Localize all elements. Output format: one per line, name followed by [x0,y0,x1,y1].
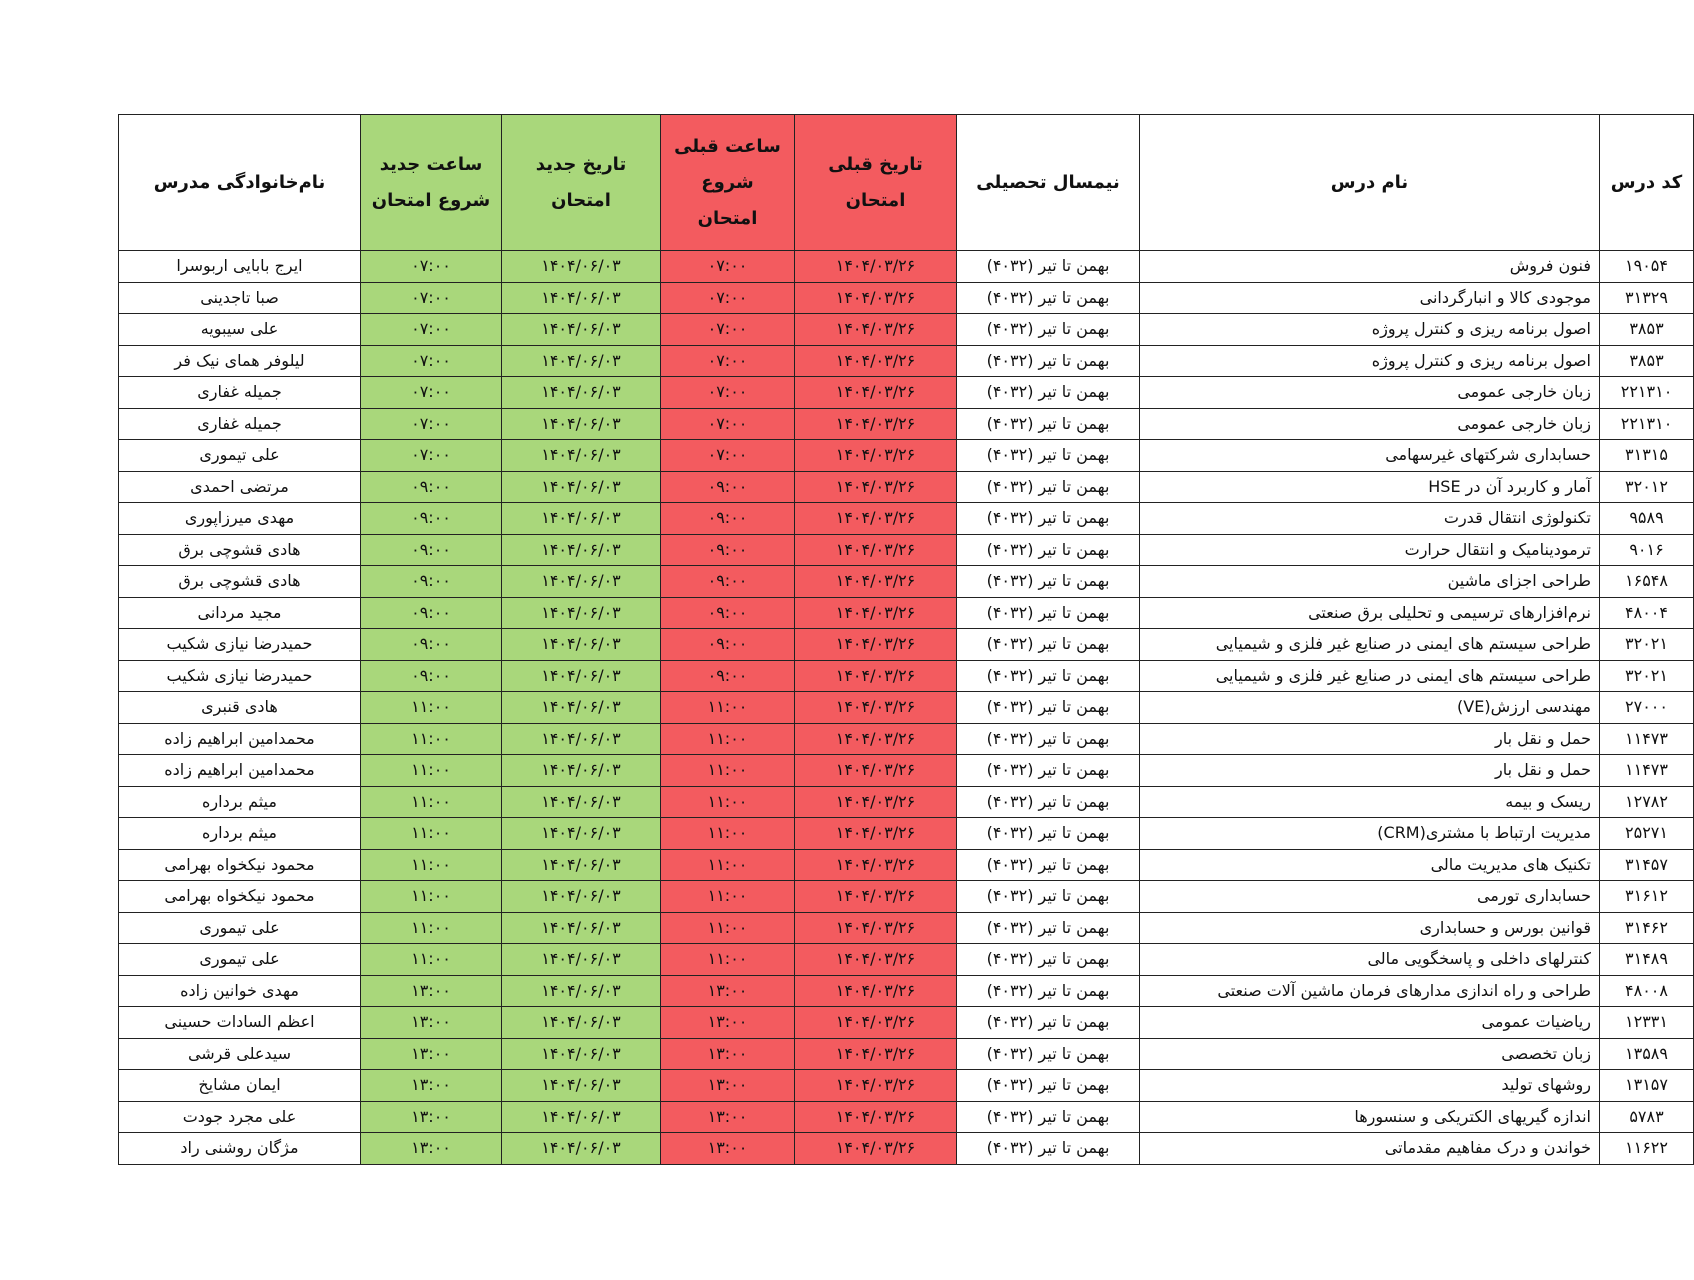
new-time-cell: ۱۱:۰۰ [361,818,502,850]
old-time-cell: ۰۹:۰۰ [661,471,795,503]
teacher-cell: محمدامین ابراهیم زاده [119,723,361,755]
teacher-cell: جمیله غفاری [119,377,361,409]
teacher-cell: مهدی خوانین زاده [119,975,361,1007]
new-date-cell: ۱۴۰۴/۰۶/۰۳ [502,408,661,440]
new-time-cell: ۱۱:۰۰ [361,692,502,724]
new-time-cell: ۱۱:۰۰ [361,944,502,976]
course-code-cell: ۱۳۱۵۷ [1600,1070,1694,1102]
term-cell: بهمن تا تیر (۴۰۳۲) [957,786,1140,818]
term-cell: بهمن تا تیر (۴۰۳۲) [957,251,1140,283]
teacher-cell: محمدامین ابراهیم زاده [119,755,361,787]
old-time-cell: ۰۹:۰۰ [661,629,795,661]
old-time-cell: ۱۱:۰۰ [661,912,795,944]
table-row [119,629,1694,661]
old-date-cell: ۱۴۰۴/۰۳/۲۶ [795,1038,957,1070]
term-cell: بهمن تا تیر (۴۰۳۲) [957,975,1140,1007]
teacher-cell: علی تیموری [119,912,361,944]
old-date-cell: ۱۴۰۴/۰۳/۲۶ [795,440,957,472]
course-code-cell: ۳۸۵۳ [1600,314,1694,346]
teacher-cell: مرتضی احمدی [119,471,361,503]
new-time-cell: ۱۱:۰۰ [361,723,502,755]
old-time-cell: ۱۳:۰۰ [661,1007,795,1039]
course-name-cell: ترمودینامیک و انتقال حرارت [1140,534,1600,566]
new-time-cell: ۱۱:۰۰ [361,881,502,913]
new-time-cell: ۰۷:۰۰ [361,408,502,440]
teacher-cell: ایمان مشایخ [119,1070,361,1102]
old-time-cell: ۰۷:۰۰ [661,408,795,440]
old-time-cell: ۰۹:۰۰ [661,503,795,535]
table-row [119,912,1694,944]
course-code-cell: ۹۵۸۹ [1600,503,1694,535]
old-time-cell: ۰۷:۰۰ [661,282,795,314]
old-date-cell: ۱۴۰۴/۰۳/۲۶ [795,1070,957,1102]
old-date-cell: ۱۴۰۴/۰۳/۲۶ [795,881,957,913]
old-date-cell: ۱۴۰۴/۰۳/۲۶ [795,975,957,1007]
old-time-cell: ۰۷:۰۰ [661,377,795,409]
term-cell: بهمن تا تیر (۴۰۳۲) [957,1133,1140,1165]
header-new-time: ساعت جدید شروع امتحان [361,115,502,251]
new-date-cell: ۱۴۰۴/۰۶/۰۳ [502,849,661,881]
term-cell: بهمن تا تیر (۴۰۳۲) [957,503,1140,535]
course-name-cell: قوانین بورس و حسابداری [1140,912,1600,944]
new-date-cell: ۱۴۰۴/۰۶/۰۳ [502,818,661,850]
course-code-cell: ۳۸۵۳ [1600,345,1694,377]
old-time-cell: ۱۱:۰۰ [661,881,795,913]
teacher-cell: مهدی میرزاپوری [119,503,361,535]
course-name-cell: زبان خارجی عمومی [1140,408,1600,440]
term-cell: بهمن تا تیر (۴۰۳۲) [957,818,1140,850]
teacher-cell: میثم برداره [119,818,361,850]
old-date-cell: ۱۴۰۴/۰۳/۲۶ [795,566,957,598]
old-date-cell: ۱۴۰۴/۰۳/۲۶ [795,377,957,409]
old-time-cell: ۱۱:۰۰ [661,786,795,818]
new-date-cell: ۱۴۰۴/۰۶/۰۳ [502,786,661,818]
table-row [119,314,1694,346]
teacher-cell: محمود نیکخواه بهرامی [119,849,361,881]
old-time-cell: ۱۳:۰۰ [661,1070,795,1102]
old-date-cell: ۱۴۰۴/۰۳/۲۶ [795,818,957,850]
teacher-cell: جمیله غفاری [119,408,361,440]
course-name-cell: روشهای تولید [1140,1070,1600,1102]
course-name-cell: ریاضیات عمومی [1140,1007,1600,1039]
table-row [119,692,1694,724]
new-time-cell: ۰۷:۰۰ [361,440,502,472]
course-code-cell: ۱۲۳۳۱ [1600,1007,1694,1039]
term-cell: بهمن تا تیر (۴۰۳۲) [957,408,1140,440]
course-code-cell: ۱۶۵۴۸ [1600,566,1694,598]
table-row [119,282,1694,314]
table-row [119,849,1694,881]
new-date-cell: ۱۴۰۴/۰۶/۰۳ [502,251,661,283]
teacher-cell: مژگان روشنی راد [119,1133,361,1165]
table-row [119,1070,1694,1102]
old-time-cell: ۱۱:۰۰ [661,849,795,881]
exam-schedule-table [118,114,1694,1165]
old-time-cell: ۱۳:۰۰ [661,975,795,1007]
course-code-cell: ۱۲۷۸۲ [1600,786,1694,818]
course-name-cell: حسابداری تورمی [1140,881,1600,913]
course-code-cell: ۳۱۴۵۷ [1600,849,1694,881]
header-row [119,115,1694,251]
teacher-cell: علی تیموری [119,440,361,472]
new-time-cell: ۱۳:۰۰ [361,975,502,1007]
new-date-cell: ۱۴۰۴/۰۶/۰۳ [502,597,661,629]
teacher-cell: محمود نیکخواه بهرامی [119,881,361,913]
new-time-cell: ۱۱:۰۰ [361,786,502,818]
header-old-date: تاریخ قبلی امتحان [795,115,957,251]
teacher-cell: صبا تاجدینی [119,282,361,314]
term-cell: بهمن تا تیر (۴۰۳۲) [957,534,1140,566]
course-code-cell: ۹۰۱۶ [1600,534,1694,566]
term-cell: بهمن تا تیر (۴۰۳۲) [957,755,1140,787]
course-code-cell: ۳۱۳۲۹ [1600,282,1694,314]
table-row [119,471,1694,503]
table-row [119,786,1694,818]
teacher-cell: هادی قنبری [119,692,361,724]
term-cell: بهمن تا تیر (۴۰۳۲) [957,1038,1140,1070]
table-row [119,503,1694,535]
course-name-cell: طراحی اجزای ماشین [1140,566,1600,598]
teacher-cell: سیدعلی قرشی [119,1038,361,1070]
table-row [119,1133,1694,1165]
old-date-cell: ۱۴۰۴/۰۳/۲۶ [795,755,957,787]
old-date-cell: ۱۴۰۴/۰۳/۲۶ [795,692,957,724]
teacher-cell: میثم برداره [119,786,361,818]
term-cell: بهمن تا تیر (۴۰۳۲) [957,723,1140,755]
course-name-cell: زبان تخصصی [1140,1038,1600,1070]
new-date-cell: ۱۴۰۴/۰۶/۰۳ [502,755,661,787]
course-code-cell: ۳۱۶۱۲ [1600,881,1694,913]
header-course-name: نام درس [1140,115,1600,251]
table-row [119,1101,1694,1133]
new-time-cell: ۰۷:۰۰ [361,282,502,314]
old-date-cell: ۱۴۰۴/۰۳/۲۶ [795,912,957,944]
old-time-cell: ۱۳:۰۰ [661,1133,795,1165]
course-code-cell: ۲۲۱۳۱۰ [1600,377,1694,409]
table-row [119,660,1694,692]
new-date-cell: ۱۴۰۴/۰۶/۰۳ [502,566,661,598]
old-date-cell: ۱۴۰۴/۰۳/۲۶ [795,251,957,283]
course-name-cell: تکنولوژی انتقال قدرت [1140,503,1600,535]
table-row [119,818,1694,850]
new-time-cell: ۱۱:۰۰ [361,849,502,881]
old-time-cell: ۱۱:۰۰ [661,692,795,724]
old-time-cell: ۰۷:۰۰ [661,251,795,283]
course-code-cell: ۴۸۰۰۴ [1600,597,1694,629]
new-date-cell: ۱۴۰۴/۰۶/۰۳ [502,534,661,566]
teacher-cell: لیلوفر همای نیک فر [119,345,361,377]
new-date-cell: ۱۴۰۴/۰۶/۰۳ [502,660,661,692]
course-name-cell: حمل و نقل بار [1140,723,1600,755]
old-time-cell: ۰۷:۰۰ [661,345,795,377]
course-name-cell: اصول برنامه ریزی و کنترل پروژه [1140,314,1600,346]
table-row [119,345,1694,377]
new-time-cell: ۱۱:۰۰ [361,912,502,944]
term-cell: بهمن تا تیر (۴۰۳۲) [957,849,1140,881]
course-code-cell: ۳۲۰۲۱ [1600,660,1694,692]
table-row [119,1007,1694,1039]
old-time-cell: ۱۱:۰۰ [661,944,795,976]
new-time-cell: ۱۱:۰۰ [361,755,502,787]
new-date-cell: ۱۴۰۴/۰۶/۰۳ [502,314,661,346]
course-name-cell: تکنیک های مدیریت مالی [1140,849,1600,881]
new-time-cell: ۰۹:۰۰ [361,534,502,566]
course-name-cell: طراحی و راه اندازی مدارهای فرمان ماشین آلات صنعتی [1140,975,1600,1007]
new-date-cell: ۱۴۰۴/۰۶/۰۳ [502,503,661,535]
course-code-cell: ۲۷۰۰۰ [1600,692,1694,724]
table-row [119,723,1694,755]
term-cell: بهمن تا تیر (۴۰۳۲) [957,566,1140,598]
new-time-cell: ۱۳:۰۰ [361,1070,502,1102]
course-name-cell: آمار و کاربرد آن در HSE [1140,471,1600,503]
course-name-cell: فنون فروش [1140,251,1600,283]
old-date-cell: ۱۴۰۴/۰۳/۲۶ [795,849,957,881]
old-time-cell: ۰۹:۰۰ [661,534,795,566]
new-date-cell: ۱۴۰۴/۰۶/۰۳ [502,1038,661,1070]
new-date-cell: ۱۴۰۴/۰۶/۰۳ [502,723,661,755]
term-cell: بهمن تا تیر (۴۰۳۲) [957,314,1140,346]
course-code-cell: ۵۷۸۳ [1600,1101,1694,1133]
table-row [119,566,1694,598]
new-date-cell: ۱۴۰۴/۰۶/۰۳ [502,345,661,377]
new-date-cell: ۱۴۰۴/۰۶/۰۳ [502,881,661,913]
new-date-cell: ۱۴۰۴/۰۶/۰۳ [502,944,661,976]
header-new-date: تاریخ جدید امتحان [502,115,661,251]
old-time-cell: ۱۱:۰۰ [661,818,795,850]
old-date-cell: ۱۴۰۴/۰۳/۲۶ [795,1007,957,1039]
header-teacher: نام‌خانوادگی مدرس [119,115,361,251]
term-cell: بهمن تا تیر (۴۰۳۲) [957,629,1140,661]
teacher-cell: حمیدرضا نیازی شکیب [119,629,361,661]
table-row [119,251,1694,283]
new-time-cell: ۰۹:۰۰ [361,629,502,661]
table-row [119,1038,1694,1070]
term-cell: بهمن تا تیر (۴۰۳۲) [957,1070,1140,1102]
old-date-cell: ۱۴۰۴/۰۳/۲۶ [795,723,957,755]
new-time-cell: ۱۳:۰۰ [361,1038,502,1070]
new-date-cell: ۱۴۰۴/۰۶/۰۳ [502,1101,661,1133]
new-date-cell: ۱۴۰۴/۰۶/۰۳ [502,975,661,1007]
course-name-cell: حمل و نقل بار [1140,755,1600,787]
new-date-cell: ۱۴۰۴/۰۶/۰۳ [502,1070,661,1102]
course-name-cell: نرم‌افزارهای ترسیمی و تحلیلی برق صنعتی [1140,597,1600,629]
teacher-cell: هادی قشوچی برق [119,566,361,598]
old-time-cell: ۰۷:۰۰ [661,314,795,346]
table-row [119,408,1694,440]
course-name-cell: ریسک و بیمه [1140,786,1600,818]
new-date-cell: ۱۴۰۴/۰۶/۰۳ [502,912,661,944]
term-cell: بهمن تا تیر (۴۰۳۲) [957,881,1140,913]
new-time-cell: ۱۳:۰۰ [361,1101,502,1133]
table-row [119,534,1694,566]
course-code-cell: ۱۳۵۸۹ [1600,1038,1694,1070]
course-name-cell: زبان خارجی عمومی [1140,377,1600,409]
course-code-cell: ۱۱۶۲۲ [1600,1133,1694,1165]
new-date-cell: ۱۴۰۴/۰۶/۰۳ [502,440,661,472]
table-row [119,944,1694,976]
table-row [119,881,1694,913]
header-course-code: کد درس [1600,115,1694,251]
course-code-cell: ۳۱۳۱۵ [1600,440,1694,472]
table-row [119,755,1694,787]
term-cell: بهمن تا تیر (۴۰۳۲) [957,282,1140,314]
new-time-cell: ۰۷:۰۰ [361,251,502,283]
header-term: نیمسال تحصیلی [957,115,1140,251]
old-time-cell: ۱۳:۰۰ [661,1101,795,1133]
old-time-cell: ۰۹:۰۰ [661,597,795,629]
course-name-cell: موجودی کالا و انبارگردانی [1140,282,1600,314]
course-code-cell: ۳۲۰۲۱ [1600,629,1694,661]
term-cell: بهمن تا تیر (۴۰۳۲) [957,345,1140,377]
new-time-cell: ۰۷:۰۰ [361,377,502,409]
new-time-cell: ۰۹:۰۰ [361,503,502,535]
new-date-cell: ۱۴۰۴/۰۶/۰۳ [502,1007,661,1039]
term-cell: بهمن تا تیر (۴۰۳۲) [957,377,1140,409]
new-time-cell: ۰۹:۰۰ [361,597,502,629]
teacher-cell: ایرج بابایی اربوسرا [119,251,361,283]
course-name-cell: مدیریت ارتباط با مشتری(CRM) [1140,818,1600,850]
old-date-cell: ۱۴۰۴/۰۳/۲۶ [795,408,957,440]
old-date-cell: ۱۴۰۴/۰۳/۲۶ [795,1133,957,1165]
course-code-cell: ۳۱۴۸۹ [1600,944,1694,976]
table-row [119,975,1694,1007]
teacher-cell: هادی قشوچی برق [119,534,361,566]
old-date-cell: ۱۴۰۴/۰۳/۲۶ [795,944,957,976]
term-cell: بهمن تا تیر (۴۰۳۲) [957,1101,1140,1133]
old-date-cell: ۱۴۰۴/۰۳/۲۶ [795,1101,957,1133]
old-date-cell: ۱۴۰۴/۰۳/۲۶ [795,534,957,566]
table-row [119,377,1694,409]
header-old-time: ساعت قبلی شروع امتحان [661,115,795,251]
new-date-cell: ۱۴۰۴/۰۶/۰۳ [502,282,661,314]
old-time-cell: ۰۷:۰۰ [661,440,795,472]
new-time-cell: ۰۷:۰۰ [361,314,502,346]
old-date-cell: ۱۴۰۴/۰۳/۲۶ [795,471,957,503]
course-name-cell: کنترلهای داخلی و پاسخگویی مالی [1140,944,1600,976]
teacher-cell: علی تیموری [119,944,361,976]
term-cell: بهمن تا تیر (۴۰۳۲) [957,944,1140,976]
table-header [119,115,1694,251]
course-name-cell: خواندن و درک مفاهیم مقدماتی [1140,1133,1600,1165]
term-cell: بهمن تا تیر (۴۰۳۲) [957,692,1140,724]
new-time-cell: ۰۹:۰۰ [361,471,502,503]
course-code-cell: ۳۱۴۶۲ [1600,912,1694,944]
table-row [119,597,1694,629]
course-name-cell: حسابداری شرکتهای غیرسهامی [1140,440,1600,472]
old-time-cell: ۰۹:۰۰ [661,660,795,692]
course-code-cell: ۱۱۴۷۳ [1600,723,1694,755]
old-date-cell: ۱۴۰۴/۰۳/۲۶ [795,597,957,629]
new-time-cell: ۰۹:۰۰ [361,566,502,598]
new-time-cell: ۰۹:۰۰ [361,660,502,692]
new-time-cell: ۱۳:۰۰ [361,1133,502,1165]
term-cell: بهمن تا تیر (۴۰۳۲) [957,660,1140,692]
term-cell: بهمن تا تیر (۴۰۳۲) [957,440,1140,472]
course-code-cell: ۴۸۰۰۸ [1600,975,1694,1007]
term-cell: بهمن تا تیر (۴۰۳۲) [957,912,1140,944]
new-date-cell: ۱۴۰۴/۰۶/۰۳ [502,692,661,724]
course-name-cell: طراحی سیستم های ایمنی در صنایع غیر فلزی و شیمیایی [1140,629,1600,661]
new-time-cell: ۰۷:۰۰ [361,345,502,377]
course-code-cell: ۳۲۰۱۲ [1600,471,1694,503]
course-name-cell: طراحی سیستم های ایمنی در صنایع غیر فلزی و شیمیایی [1140,660,1600,692]
term-cell: بهمن تا تیر (۴۰۳۲) [957,597,1140,629]
old-date-cell: ۱۴۰۴/۰۳/۲۶ [795,503,957,535]
old-time-cell: ۱۱:۰۰ [661,723,795,755]
old-date-cell: ۱۴۰۴/۰۳/۲۶ [795,660,957,692]
course-name-cell: اصول برنامه ریزی و کنترل پروژه [1140,345,1600,377]
table-row [119,440,1694,472]
old-date-cell: ۱۴۰۴/۰۳/۲۶ [795,786,957,818]
teacher-cell: اعظم السادات حسینی [119,1007,361,1039]
old-time-cell: ۰۹:۰۰ [661,566,795,598]
new-date-cell: ۱۴۰۴/۰۶/۰۳ [502,1133,661,1165]
table-body [119,251,1694,1165]
teacher-cell: علی سیبویه [119,314,361,346]
new-date-cell: ۱۴۰۴/۰۶/۰۳ [502,471,661,503]
term-cell: بهمن تا تیر (۴۰۳۲) [957,471,1140,503]
teacher-cell: علی مجرد جودت [119,1101,361,1133]
new-date-cell: ۱۴۰۴/۰۶/۰۳ [502,377,661,409]
old-time-cell: ۱۳:۰۰ [661,1038,795,1070]
course-code-cell: ۱۹۰۵۴ [1600,251,1694,283]
teacher-cell: مجید مردانی [119,597,361,629]
old-date-cell: ۱۴۰۴/۰۳/۲۶ [795,282,957,314]
teacher-cell: حمیدرضا نیازی شکیب [119,660,361,692]
course-code-cell: ۲۵۲۷۱ [1600,818,1694,850]
course-name-cell: مهندسی ارزش(VE) [1140,692,1600,724]
course-name-cell: اندازه گیریهای الکتریکی و سنسورها [1140,1101,1600,1133]
old-date-cell: ۱۴۰۴/۰۳/۲۶ [795,345,957,377]
old-time-cell: ۱۱:۰۰ [661,755,795,787]
term-cell: بهمن تا تیر (۴۰۳۲) [957,1007,1140,1039]
new-time-cell: ۱۳:۰۰ [361,1007,502,1039]
old-date-cell: ۱۴۰۴/۰۳/۲۶ [795,629,957,661]
new-date-cell: ۱۴۰۴/۰۶/۰۳ [502,629,661,661]
course-code-cell: ۱۱۴۷۳ [1600,755,1694,787]
old-date-cell: ۱۴۰۴/۰۳/۲۶ [795,314,957,346]
course-code-cell: ۲۲۱۳۱۰ [1600,408,1694,440]
